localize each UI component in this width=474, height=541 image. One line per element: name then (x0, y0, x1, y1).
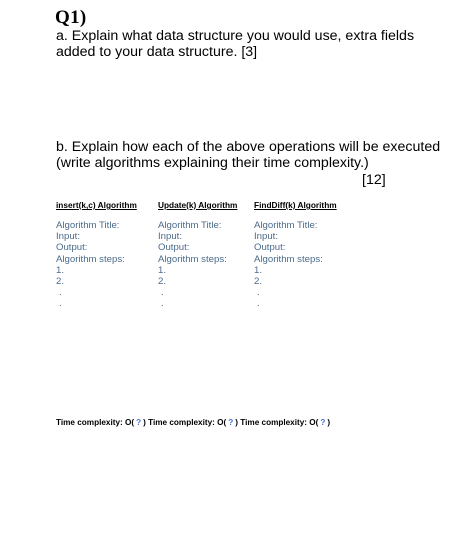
output-label: Output: (158, 242, 190, 254)
complexity-placeholder: ? (136, 418, 142, 427)
part-b-marks: [12] (362, 172, 386, 188)
question-title: Q1) (55, 7, 87, 28)
insert-algorithm-heading: insert(k,c) Algorithm (56, 200, 137, 210)
step-1-label: 1. (254, 264, 263, 276)
finddiff-algorithm-template (254, 220, 323, 309)
time-complexity-row (56, 418, 330, 427)
algorithm-title-label: Algorithm Title: (158, 220, 222, 231)
complexity-close-paren: ) (143, 418, 146, 427)
part-a-line-1: a. Explain what data structure you would use, extra fields (56, 28, 415, 44)
continuation-dot: . (59, 298, 62, 310)
part-b-line-1: b. Explain how each of the above operations will be executed (56, 139, 441, 155)
output-label: Output: (56, 242, 88, 254)
time-complexity-label: Time complexity: O( (148, 418, 227, 427)
time-complexity-insert (56, 418, 146, 427)
finddiff-algorithm-heading: FindDiff(k) Algorithm (254, 200, 337, 210)
algorithm-title-label: Algorithm Title: (254, 220, 318, 231)
algorithm-steps-label: Algorithm steps: (158, 253, 227, 265)
step-1-label: 1. (56, 264, 65, 276)
continuation-dot: . (161, 287, 164, 299)
update-algorithm-heading: Update(k) Algorithm (158, 200, 238, 210)
time-complexity-update (148, 418, 238, 427)
input-label: Input: (158, 231, 183, 243)
step-2-label: 2. (158, 276, 167, 288)
step-2-label: 2. (56, 276, 65, 288)
input-label: Input: (254, 231, 279, 243)
complexity-placeholder: ? (320, 418, 326, 427)
input-label: Input: (56, 231, 81, 243)
algorithm-steps-label: Algorithm steps: (254, 253, 323, 265)
time-complexity-label: Time complexity: O( (240, 418, 319, 427)
continuation-dot: . (59, 287, 62, 299)
update-algorithm-template (158, 220, 227, 309)
time-complexity-finddiff (240, 418, 330, 427)
complexity-close-paren: ) (327, 418, 331, 427)
algorithm-steps-label: Algorithm steps: (56, 253, 125, 265)
continuation-dot: . (257, 298, 260, 310)
part-b-line-2: (write algorithms explaining their time complexity.) (56, 155, 369, 171)
algorithm-title-label: Algorithm Title: (56, 220, 120, 231)
step-2-label: 2. (254, 276, 263, 288)
continuation-dot: . (257, 287, 260, 299)
complexity-placeholder: ? (228, 418, 234, 427)
time-complexity-label: Time complexity: O( (56, 418, 135, 427)
part-a-line-2: added to your data structure. [3] (56, 44, 258, 60)
output-label: Output: (254, 242, 286, 254)
insert-algorithm-template (56, 220, 125, 309)
continuation-dot: . (161, 298, 164, 310)
step-1-label: 1. (158, 264, 167, 276)
complexity-close-paren: ) (235, 418, 238, 427)
